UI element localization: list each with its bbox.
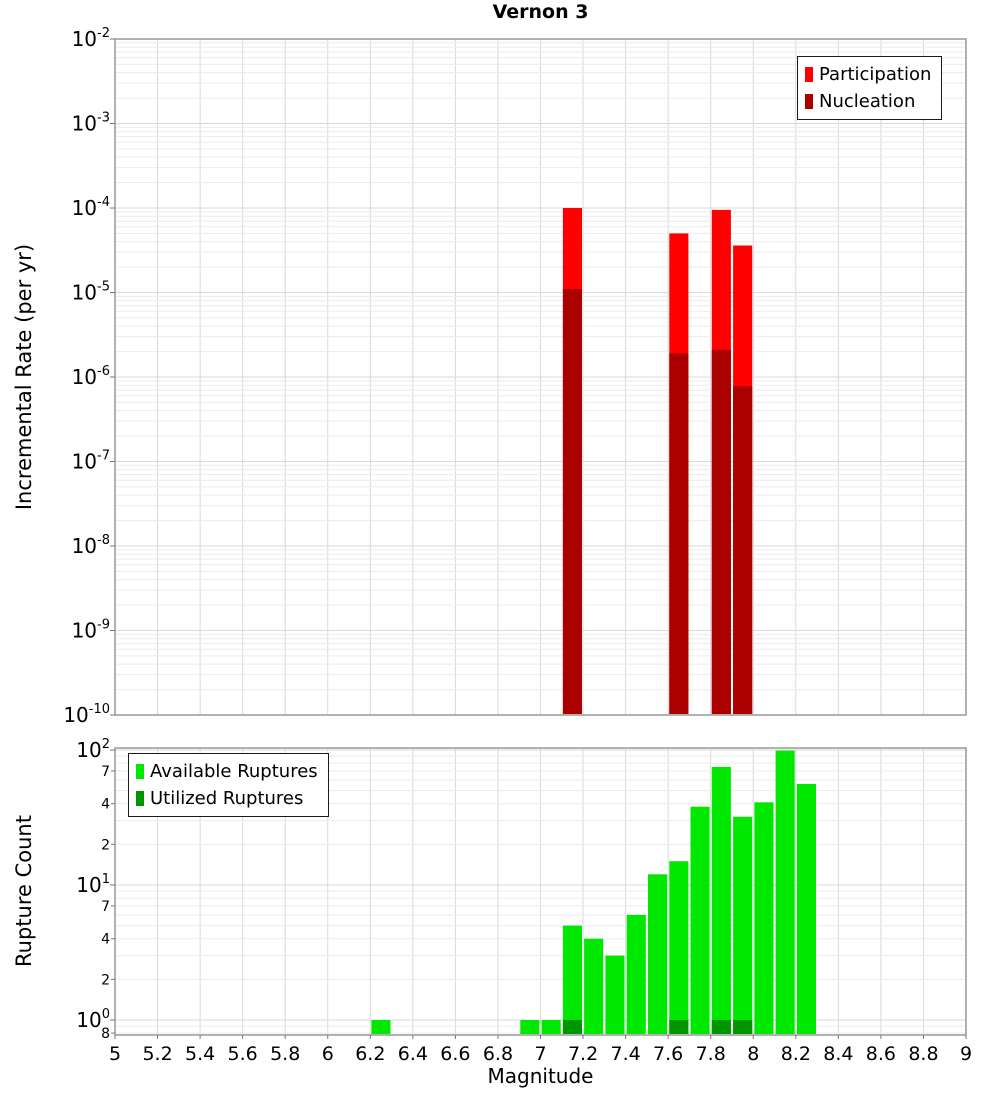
y-tick-label: $10^{-7}$ xyxy=(71,448,110,474)
y-tick-label: $10^{-3}$ xyxy=(71,110,110,136)
bar-available-ruptures xyxy=(669,861,688,1034)
x-tick-label: 8.6 xyxy=(865,1043,897,1065)
bar-available-ruptures xyxy=(563,926,582,1034)
legend-entry-nucleation xyxy=(805,88,931,115)
y-tick-label: $10^{-10}$ xyxy=(63,702,110,727)
bar-available-ruptures xyxy=(733,817,752,1034)
bar-available-ruptures xyxy=(605,956,624,1034)
y-tick-label: $10^1$ xyxy=(76,872,110,897)
y-axis-label-incremental-rate: Incremental Rate (per yr) xyxy=(12,243,36,511)
bar-available-ruptures xyxy=(797,784,816,1034)
y-tick-label: $10^{-6}$ xyxy=(71,364,110,389)
legend-label: Available Ruptures xyxy=(150,761,318,782)
x-tick-label: 6.2 xyxy=(355,1043,386,1065)
x-axis-label-magnitude: Magnitude xyxy=(487,1064,594,1088)
legend-count-panel xyxy=(128,753,329,817)
bar-available-ruptures xyxy=(712,767,731,1034)
y-tick-label: $10^2$ xyxy=(76,737,110,762)
y-minor-tick-label: 4 xyxy=(101,931,110,948)
x-tick-label: 5.8 xyxy=(270,1043,301,1065)
legend-rate-panel xyxy=(797,56,942,120)
bar-available-ruptures xyxy=(520,1020,539,1034)
available-swatch-icon xyxy=(136,764,144,779)
bar-nucleation xyxy=(733,386,752,714)
x-tick-label: 6.8 xyxy=(482,1043,514,1065)
x-tick-label: 5.4 xyxy=(184,1043,216,1065)
x-tick-label: 7.4 xyxy=(610,1043,641,1065)
bar-nucleation xyxy=(563,289,582,714)
x-tick-label: 5.6 xyxy=(227,1043,258,1065)
bar-available-ruptures xyxy=(776,751,795,1034)
bar-utilized-ruptures xyxy=(712,1020,731,1034)
legend-entry-available xyxy=(136,758,318,785)
bar-utilized-ruptures xyxy=(669,1020,688,1034)
bar-utilized-ruptures xyxy=(563,1020,582,1034)
y-minor-tick-label: 2 xyxy=(101,972,110,989)
y-minor-tick-label: 4 xyxy=(101,796,110,813)
bar-available-ruptures xyxy=(754,802,773,1034)
bar-utilized-ruptures xyxy=(733,1020,752,1034)
x-tick-label: 8 xyxy=(747,1043,760,1065)
bar-nucleation xyxy=(712,350,731,714)
y-minor-tick-label: 8 xyxy=(101,1026,110,1043)
x-tick-label: 6.4 xyxy=(397,1043,428,1065)
bar-available-ruptures xyxy=(648,874,667,1034)
bar-available-ruptures xyxy=(584,939,603,1034)
x-tick-label: 8.8 xyxy=(908,1043,939,1065)
legend-entry-participation xyxy=(805,61,931,88)
x-tick-label: 7.2 xyxy=(567,1043,599,1065)
x-tick-label: 6 xyxy=(321,1043,334,1065)
y-minor-tick-label: 2 xyxy=(101,837,110,854)
legend-label: Nucleation xyxy=(819,91,916,112)
y-tick-label: $10^{-4}$ xyxy=(71,195,110,220)
x-tick-label: 5.2 xyxy=(142,1043,173,1065)
y-tick-label: $10^{-9}$ xyxy=(71,617,110,643)
utilized-swatch-icon xyxy=(136,791,144,806)
x-tick-label: 9 xyxy=(959,1043,973,1065)
y-tick-label: $10^{-2}$ xyxy=(71,26,110,51)
x-tick-label: 8.2 xyxy=(780,1043,811,1065)
y-axis-label-rupture-count: Rupture Count xyxy=(12,815,36,967)
x-tick-label: 8.4 xyxy=(823,1043,854,1065)
nucleation-swatch-icon xyxy=(805,94,813,109)
x-tick-label: 6.6 xyxy=(440,1043,471,1065)
x-tick-label: 7.6 xyxy=(653,1043,684,1065)
y-tick-label: $10^0$ xyxy=(76,1007,110,1032)
legend-label: Participation xyxy=(819,64,932,85)
participation-swatch-icon xyxy=(805,67,813,82)
bar-available-ruptures xyxy=(542,1020,561,1034)
chart-title: Vernon 3 xyxy=(492,1,589,23)
bar-available-ruptures xyxy=(691,807,710,1034)
y-tick-label: $10^{-8}$ xyxy=(71,533,110,558)
bar-available-ruptures xyxy=(627,915,646,1034)
y-minor-tick-label: 7 xyxy=(101,763,110,780)
legend-entry-utilized xyxy=(136,785,318,812)
y-tick-label: $10^{-5}$ xyxy=(71,279,110,305)
x-tick-label: 7 xyxy=(534,1043,547,1065)
x-tick-label: 5 xyxy=(108,1043,122,1065)
bar-nucleation xyxy=(669,353,688,714)
y-minor-tick-label: 7 xyxy=(101,898,110,915)
legend-label: Utilized Ruptures xyxy=(150,788,304,809)
bar-available-ruptures xyxy=(371,1020,390,1034)
x-tick-label: 7.8 xyxy=(695,1043,726,1065)
